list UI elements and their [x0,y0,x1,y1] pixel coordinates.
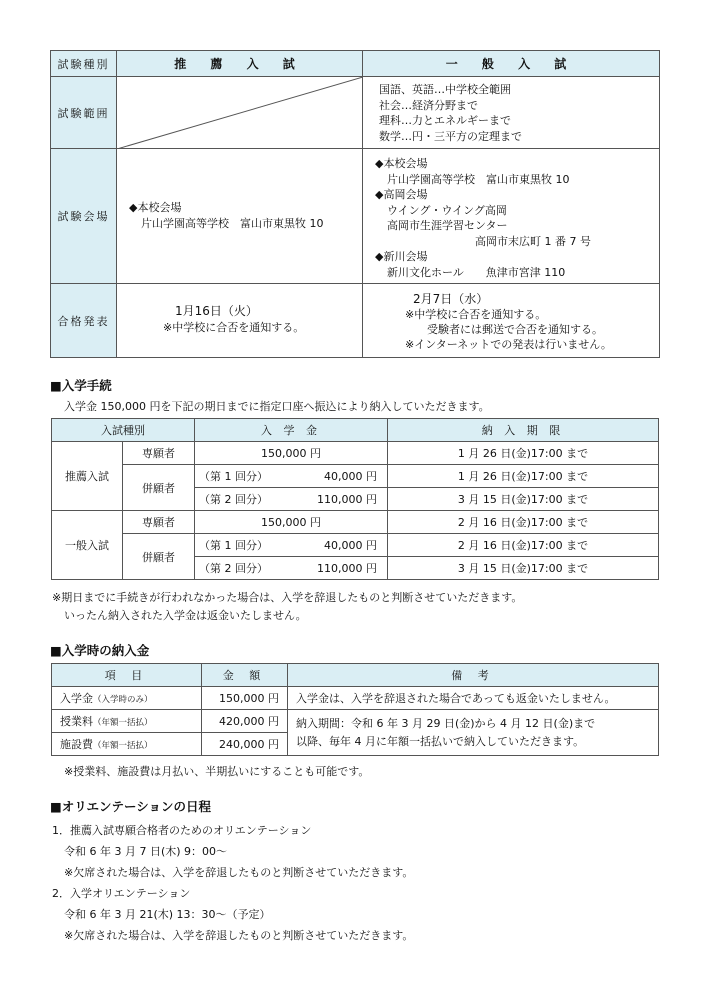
fee-amount: 240,000 円 [202,733,288,756]
fee-amount: 150,000 円 [202,687,288,710]
amount-cell [195,557,388,580]
procedure-table [51,418,659,580]
orientation-title: ■オリエンテーションの日程 [50,799,212,814]
fee-amount: 420,000 円 [202,710,288,733]
result-general-note: ※インターネットでの発表は行いません。 [405,338,612,351]
fees-header-note: 備 考 [288,664,659,687]
fee-note-line: 納入期間：令和 6 年 3 月 29 日(金)から 4 月 12 日(金)まで [296,716,596,730]
orientation-date: 令和 6 年 3 月 21(木) 13：30～（予定） [64,908,271,921]
fee-note: 入学金は、入学を辞退された場合であっても返金いたしません。 [288,687,659,710]
deadline-cell: 3 月 15 日(金)17:00 まで [388,557,659,580]
proc-header-deadline: 納 入 期 限 [388,419,659,442]
installment-amount: 40,000 円 [324,539,377,552]
fee-item [52,733,202,756]
procedure-note: いったん納入された入学金は返金いたしません。 [64,609,307,622]
fees-footnote: ※授業料、施設費は月払い、半期払いにすることも可能です。 [64,765,370,778]
general-exam-header: 一 般 入 試 [363,51,660,77]
recommend-label: 推薦入試 [52,442,123,511]
scope-line: 社会…経済分野まで [379,98,478,112]
exam-result-label: 合格発表 [51,284,117,358]
exam-scope-recommend-empty [117,77,363,149]
result-recommend-note: ※中学校に合否を通知する。 [163,321,305,334]
exam-scope-row [51,77,660,149]
deadline-cell: 1 月 26 日(金)17:00 まで [388,442,659,465]
orientation-date: 令和 6 年 3 月 7 日(木) 9：00～ [64,845,228,858]
fee-item [52,710,202,733]
orientation-item: 1．推薦入試専願合格者のためのオリエンテーション [52,824,312,837]
procedure-intro: 入学金 150,000 円を下記の期日までに指定口座へ振込により納入していただきます。 [64,400,490,413]
amount-cell: 150,000 円 [195,442,388,465]
fees-header-amount: 金 額 [202,664,288,687]
venue-detail: 高岡市末広町 1 番 7 号 [475,234,591,248]
concurrent-label: 併願者 [123,534,195,580]
deadline-cell: 1 月 26 日(金)17:00 まで [388,465,659,488]
venue-title: ◆高岡会場 [375,188,428,201]
procedure-note: ※期日までに手続きが行われなかった場合は、入学を辞退したものと判断させていただきます。 [52,591,523,604]
fee-item-name: 入学金 [60,692,93,705]
venue-detail: 新川文化ホール 魚津市宮津 110 [387,265,566,279]
installment-label: （第 1 回分） [199,539,268,552]
installment-label: （第 1 回分） [199,470,268,483]
venue-recommend [117,149,363,284]
venue-title: ◆新川会場 [375,250,428,263]
exam-scope-general [363,77,660,149]
recommend-exam-header: 推 薦 入 試 [117,51,363,77]
result-general [363,284,660,358]
deadline-cell: 2 月 16 日(金)17:00 まで [388,534,659,557]
table-row [52,710,659,733]
amount-cell [195,465,388,488]
amount-cell [195,534,388,557]
exclusive-label: 専願者 [123,511,195,534]
venue-general [363,149,660,284]
installment-label: （第 2 回分） [199,562,268,575]
scope-line: 数学…円・三平方の定理まで [379,129,522,143]
exclusive-label: 専願者 [123,442,195,465]
general-label: 一般入試 [52,511,123,580]
procedure-header-row [52,419,659,442]
amount-cell [195,488,388,511]
fee-item-name: 施設費 [60,738,93,751]
fee-note [288,710,659,756]
venue-detail: 片山学園高等学校 富山市東黒牧 10 [387,172,570,186]
venue-recommend-title: ◆本校会場 [129,201,182,214]
fees-header-row [52,664,659,687]
fee-item-sub: （入学時のみ） [93,695,153,705]
fees-title: ■入学時の納入金 [50,643,150,658]
venue-title: ◆本校会場 [375,157,428,170]
installment-amount: 110,000 円 [317,493,377,506]
table-row [52,511,659,534]
deadline-cell: 2 月 16 日(金)17:00 まで [388,511,659,534]
result-recommend [117,284,363,358]
deadline-cell: 3 月 15 日(金)17:00 まで [388,488,659,511]
result-general-note: 受験者には郵送で合否を通知する。 [427,323,603,336]
fees-table [51,663,659,756]
exam-header-row [51,51,660,77]
procedure-title: ■入学手続 [50,378,112,393]
exam-scope-label: 試験範囲 [51,77,117,149]
fee-note-line: 以降、毎年 4 月に年額一括払いで納入していただきます。 [296,734,585,748]
venue-detail: 高岡市生涯学習センター [387,219,508,232]
result-general-date: 2月7日（水） [413,292,489,306]
concurrent-label: 併願者 [123,465,195,511]
orientation-note: ※欠席された場合は、入学を辞退したものと判断させていただきます。 [64,866,414,879]
diagonal-slash [117,77,363,149]
exam-venue-label: 試験会場 [51,149,117,284]
fee-item-sub: （年額一括払） [93,718,153,728]
orientation-item: 2．入学オリエンテーション [52,887,191,900]
installment-amount: 40,000 円 [324,470,377,483]
result-general-note: ※中学校に合否を通知する。 [405,308,547,321]
exam-overview-table [50,50,660,358]
table-row [52,534,659,557]
proc-header-type: 入試種別 [52,419,195,442]
fees-header-item: 項 目 [52,664,202,687]
orientation-note: ※欠席された場合は、入学を辞退したものと判断させていただきます。 [64,929,414,942]
table-row [52,465,659,488]
scope-line: 理科…力とエネルギーまで [379,114,511,127]
installment-label: （第 2 回分） [199,493,268,506]
fee-item-sub: （年額一括払） [93,741,153,751]
result-recommend-date: 1月16日（火） [175,304,258,318]
fee-item-name: 授業料 [60,715,93,728]
installment-amount: 110,000 円 [317,562,377,575]
exam-venue-row [51,149,660,284]
fee-item [52,687,202,710]
proc-header-amount: 入 学 金 [195,419,388,442]
venue-recommend-detail: 片山学園高等学校 富山市東黒牧 10 [141,217,324,230]
amount-cell: 150,000 円 [195,511,388,534]
table-row [52,687,659,710]
exam-type-label: 試験種別 [51,51,117,77]
exam-result-row [51,284,660,358]
scope-line: 国語、英語…中学校全範囲 [379,83,511,96]
table-row [52,442,659,465]
venue-detail: ウイング・ウイング高岡 [387,203,507,217]
